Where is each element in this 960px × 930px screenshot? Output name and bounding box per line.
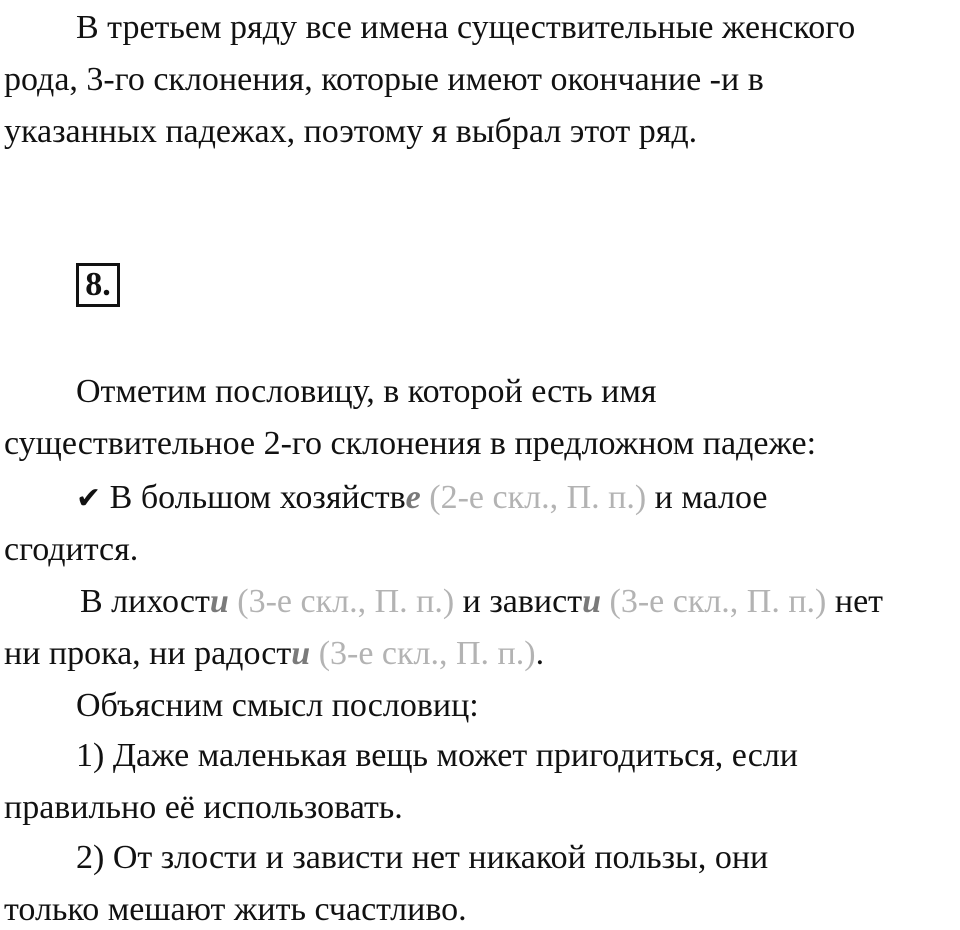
proverb-2-line-2 xyxy=(4,634,544,674)
proverb-2-word-2-ending: и xyxy=(582,583,601,620)
proverb-2-word-1-stem: В лихост xyxy=(80,583,210,620)
proverb-2-note-3: (3-е скл., П. п.) xyxy=(318,635,536,672)
proverb-2-word-1-ending: и xyxy=(209,583,229,620)
task-number: 8. xyxy=(85,266,111,303)
proverb-1-line-1 xyxy=(76,478,768,518)
intro-line-3: указанных падежах, поэтому я выбрал этот ряд. xyxy=(4,113,698,150)
explain-2-line-1: 2) От злости и зависти нет никакой пользы, они xyxy=(76,839,769,876)
proverb-2-line-1 xyxy=(80,582,883,622)
intro-line-2: рода, 3-го склонения, которые имеют окончание -и в xyxy=(4,61,764,98)
proverb-1-rest: и малое xyxy=(654,479,768,516)
proverb-1-note: (2-е скл., П. п.) xyxy=(429,479,647,516)
paragraph-1-line-2: существительное 2-го склонения в предложном падеже: xyxy=(4,425,817,462)
proverb-2-post: нет xyxy=(834,583,884,620)
proverb-1-line-2: сгодится. xyxy=(4,531,139,568)
explain-1-line-2: правильно её использовать. xyxy=(4,789,403,826)
proverb-2-word-3-stem: ни прока, ни радост xyxy=(4,635,292,672)
explain-2-line-2: только мешают жить счастливо. xyxy=(4,891,467,928)
proverb-2-note-1: (3-е скл., П. п.) xyxy=(237,583,455,620)
task-number-box xyxy=(76,263,120,307)
proverb-2-word-3-ending: и xyxy=(291,635,311,672)
intro-line-1: В третьем ряду все имена существительные женского xyxy=(76,9,856,46)
explain-1-line-1: 1) Даже маленькая вещь может пригодиться, если xyxy=(76,737,798,774)
proverb-2-note-2: (3-е скл., П. п.) xyxy=(609,583,827,620)
explain-heading: Объясним смысл пословиц: xyxy=(76,687,479,724)
proverb-2-period: . xyxy=(535,635,545,672)
paragraph-1-line-1: Отметим пословицу, в которой есть имя xyxy=(76,373,657,410)
checkmark-icon: ✔ xyxy=(76,481,102,516)
proverb-1-stem: В большом хозяйств xyxy=(109,479,406,516)
proverb-1-ending: е xyxy=(405,479,421,516)
proverb-2-word-2-stem: и завист xyxy=(462,583,583,620)
